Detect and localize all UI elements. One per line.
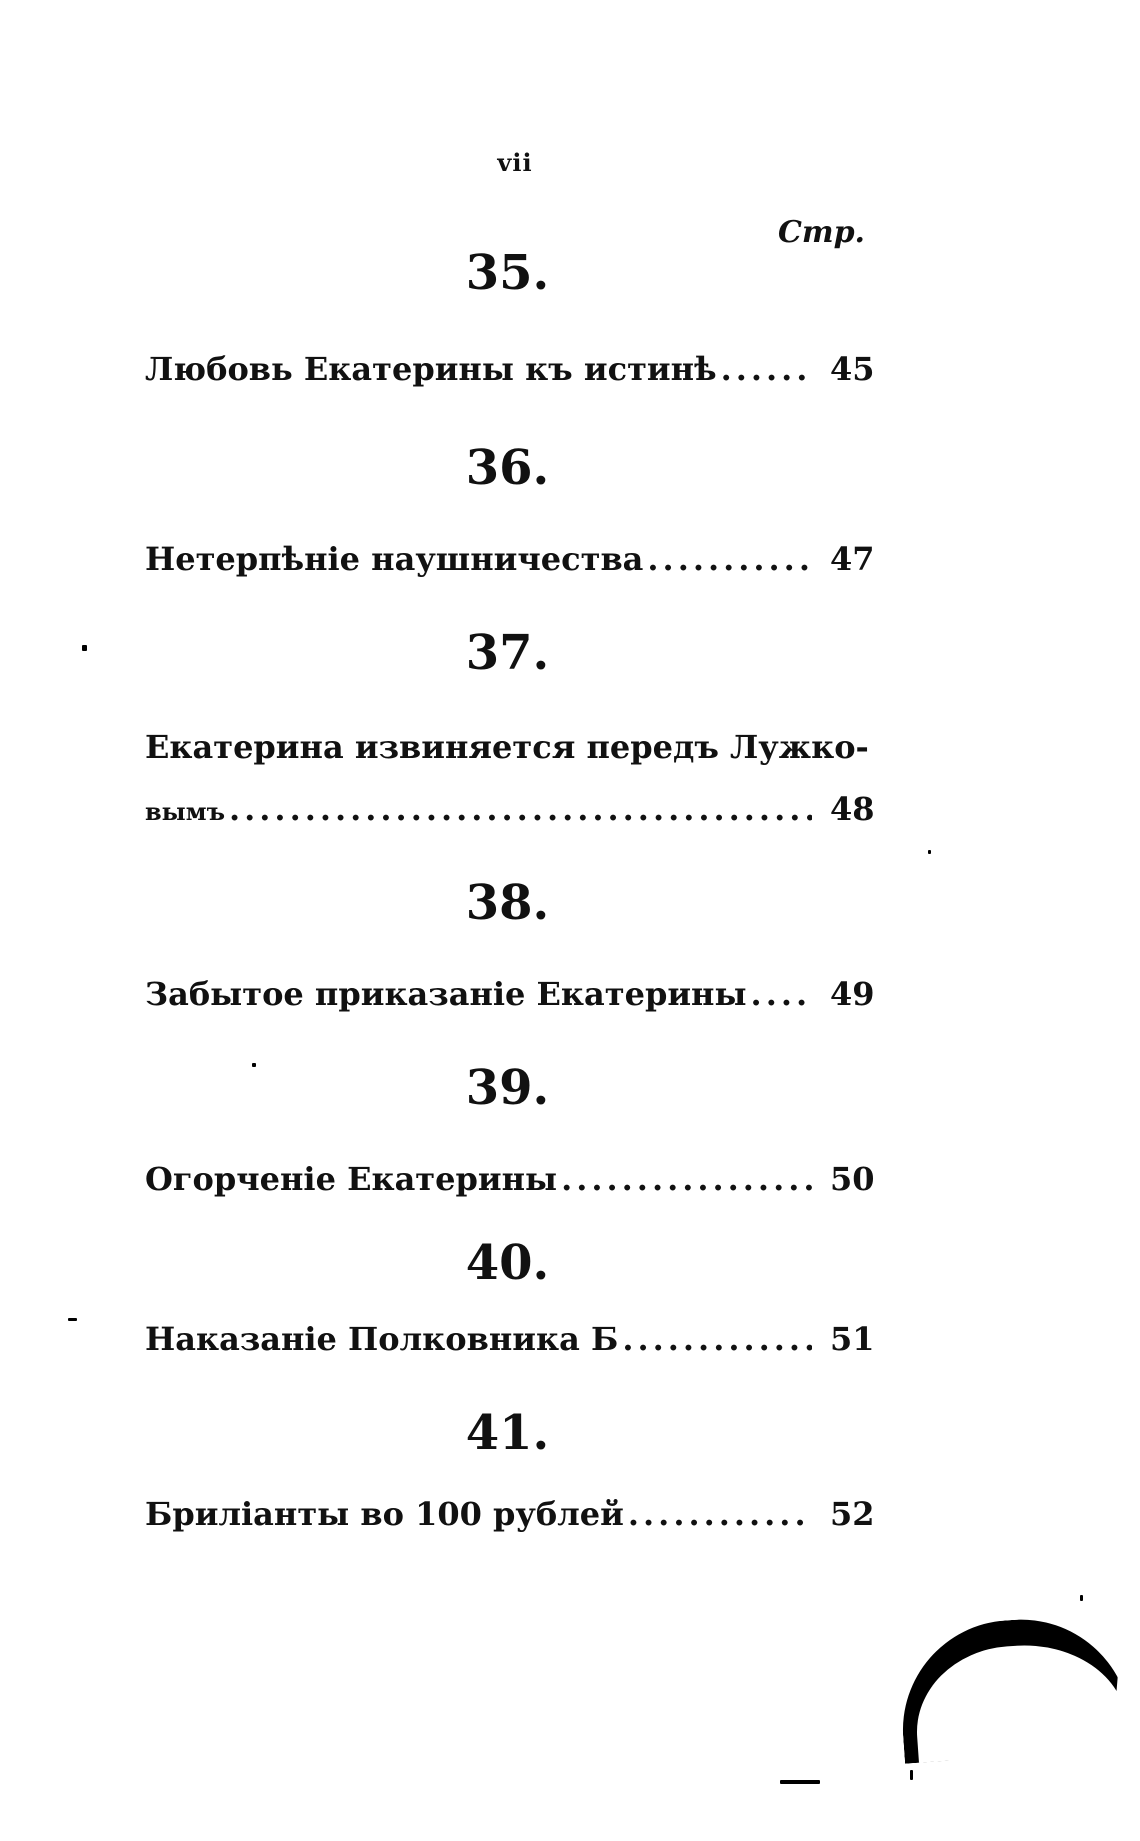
ink-stain	[896, 1612, 1133, 1764]
dot-leader	[622, 1320, 812, 1358]
entry-title-line: Екатерина извиняется передъ Лужко-	[145, 728, 869, 766]
dot-leader	[229, 790, 812, 828]
ink-speck	[1080, 1595, 1083, 1601]
entry-title: Забытое приказаніе Екатерины	[145, 975, 747, 1013]
section-number: 39.	[465, 1060, 550, 1116]
entry-page: 51	[830, 1320, 875, 1358]
entry-title: Нетерпѣніе наушничества	[145, 540, 644, 578]
ink-speck	[252, 1063, 256, 1067]
section-number: 37.	[465, 625, 550, 681]
ink-speck	[910, 1770, 913, 1780]
entry-page: 50	[830, 1160, 875, 1198]
section-number: 40.	[465, 1235, 550, 1291]
toc-entry	[145, 540, 875, 580]
entry-page: 45	[830, 350, 875, 388]
toc-entry	[145, 790, 875, 830]
page-column-label: Стр.	[777, 215, 865, 250]
toc-entry	[145, 1160, 875, 1200]
entry-title: Бриліанты во 100 рублей	[145, 1495, 624, 1533]
toc-entry	[145, 1495, 875, 1535]
dot-leader	[721, 350, 812, 388]
entry-page: 48	[830, 790, 875, 828]
toc-entry	[145, 350, 875, 390]
entry-page: 52	[830, 1495, 875, 1533]
dot-leader	[628, 1495, 812, 1533]
section-number: 35.	[465, 245, 550, 301]
entry-title: Наказаніе Полковника Б	[145, 1320, 619, 1358]
entry-title: Огорченіе Екатерины	[145, 1160, 558, 1198]
section-number: 41.	[465, 1405, 550, 1461]
entry-page: 47	[830, 540, 875, 578]
dot-leader	[751, 975, 812, 1013]
section-number: 36.	[465, 440, 550, 496]
dot-leader	[647, 540, 812, 578]
section-number: 38.	[465, 875, 550, 931]
toc-entry	[145, 1320, 875, 1360]
ink-speck	[68, 1318, 77, 1321]
toc-entry	[145, 975, 875, 1015]
page-number: vii	[497, 148, 533, 177]
ink-speck	[928, 850, 931, 854]
entry-title: вымъ	[145, 797, 225, 826]
entry-title: Любовь Екатерины къ истинѣ	[145, 350, 717, 388]
dot-leader	[561, 1160, 812, 1198]
ink-speck	[780, 1780, 820, 1784]
ink-speck	[82, 645, 87, 651]
entry-page: 49	[830, 975, 875, 1013]
